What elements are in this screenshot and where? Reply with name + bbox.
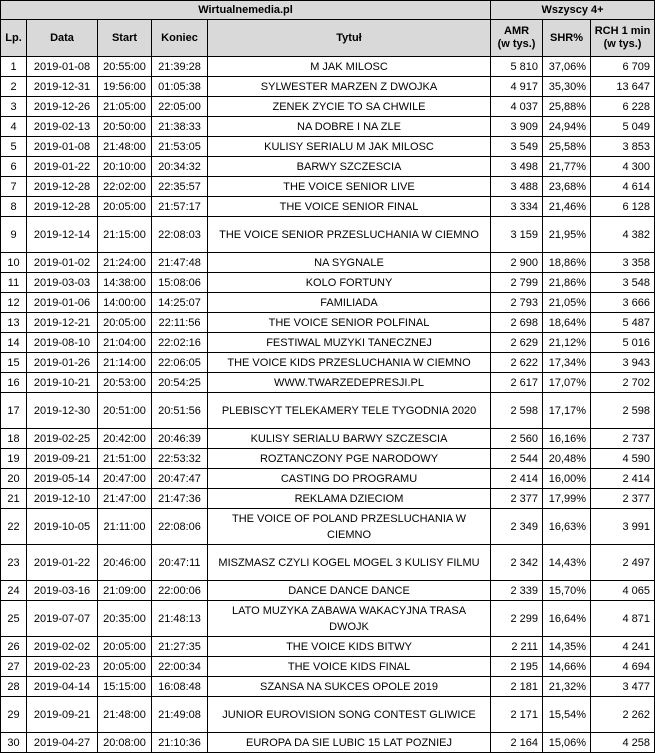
cell-shr: 18,64%	[543, 313, 591, 333]
cell-title: MISZMASZ CZYLI KOGEL MOGEL 3 KULISY FILMU	[208, 545, 491, 581]
col-start-header: Start	[98, 20, 152, 57]
cell-start: 20:55:00	[98, 57, 152, 77]
cell-shr: 17,34%	[543, 353, 591, 373]
cell-rch: 3 943	[591, 353, 655, 373]
cell-rch: 6 709	[591, 57, 655, 77]
cell-rch: 5 487	[591, 313, 655, 333]
cell-lp: 11	[1, 273, 27, 293]
cell-rch: 4 871	[591, 601, 655, 637]
cell-shr: 14,43%	[543, 545, 591, 581]
table-row	[1, 157, 655, 177]
cell-shr: 21,05%	[543, 293, 591, 313]
cell-title: KOLO FORTUNY	[208, 273, 491, 293]
cell-title: THE VOICE KIDS PRZESLUCHANIA W CIEMNO	[208, 353, 491, 373]
cell-shr: 17,07%	[543, 373, 591, 393]
cell-rch: 4 614	[591, 177, 655, 197]
cell-end: 20:34:32	[152, 157, 208, 177]
col-title-header: Tytuł	[208, 20, 491, 57]
cell-start: 20:05:00	[98, 657, 152, 677]
table-row	[1, 545, 655, 581]
cell-amr: 2 211	[491, 637, 543, 657]
table-row	[1, 273, 655, 293]
cell-rch: 4 694	[591, 657, 655, 677]
table-row	[1, 333, 655, 353]
cell-end: 21:48:13	[152, 601, 208, 637]
col-lp-header: Lp.	[1, 20, 27, 57]
cell-end: 22:35:57	[152, 177, 208, 197]
header-row-top	[1, 1, 655, 20]
cell-rch: 2 497	[591, 545, 655, 581]
cell-title: JUNIOR EUROVISION SONG CONTEST GLIWICE	[208, 697, 491, 733]
cell-rch: 2 737	[591, 429, 655, 449]
cell-amr: 4 917	[491, 77, 543, 97]
cell-start: 20:35:00	[98, 601, 152, 637]
table-row	[1, 697, 655, 733]
cell-title: DANCE DANCE DANCE	[208, 581, 491, 601]
cell-rch: 6 228	[591, 97, 655, 117]
cell-date: 2019-12-30	[27, 393, 98, 429]
cell-start: 20:51:00	[98, 393, 152, 429]
cell-date: 2019-01-22	[27, 545, 98, 581]
cell-date: 2019-12-28	[27, 177, 98, 197]
table-row	[1, 77, 655, 97]
cell-lp: 19	[1, 449, 27, 469]
cell-start: 20:46:00	[98, 545, 152, 581]
cell-end: 21:27:35	[152, 637, 208, 657]
cell-shr: 17,99%	[543, 489, 591, 509]
cell-date: 2019-02-13	[27, 117, 98, 137]
cell-date: 2019-01-06	[27, 293, 98, 313]
cell-title: M JAK MILOSC	[208, 57, 491, 77]
header-row-columns	[1, 20, 655, 57]
col-amr-header: AMR (w tys.)	[491, 20, 543, 57]
cell-end: 16:08:48	[152, 677, 208, 697]
cell-shr: 21,95%	[543, 217, 591, 253]
cell-title: THE VOICE SENIOR FINAL	[208, 197, 491, 217]
cell-amr: 3 549	[491, 137, 543, 157]
table-row	[1, 677, 655, 697]
cell-amr: 2 698	[491, 313, 543, 333]
table-row	[1, 253, 655, 273]
cell-title: SYLWESTER MARZEN Z DWOJKA	[208, 77, 491, 97]
cell-start: 20:10:00	[98, 157, 152, 177]
cell-amr: 2 339	[491, 581, 543, 601]
cell-title: SZANSA NA SUKCES OPOLE 2019	[208, 677, 491, 697]
cell-lp: 17	[1, 393, 27, 429]
cell-shr: 20,48%	[543, 449, 591, 469]
cell-lp: 18	[1, 429, 27, 449]
col-rch-header: RCH 1 min (w tys.)	[591, 20, 655, 57]
cell-date: 2019-01-26	[27, 353, 98, 373]
cell-lp: 5	[1, 137, 27, 157]
cell-start: 20:50:00	[98, 117, 152, 137]
cell-title: THE VOICE KIDS BITWY	[208, 637, 491, 657]
cell-shr: 17,17%	[543, 393, 591, 429]
cell-title: THE VOICE SENIOR POLFINAL	[208, 313, 491, 333]
cell-date: 2019-03-16	[27, 581, 98, 601]
cell-rch: 2 262	[591, 697, 655, 733]
cell-rch: 2 377	[591, 489, 655, 509]
cell-shr: 21,32%	[543, 677, 591, 697]
cell-rch: 2 414	[591, 469, 655, 489]
cell-shr: 16,16%	[543, 429, 591, 449]
cell-rch: 2 598	[591, 393, 655, 429]
cell-rch: 13 647	[591, 77, 655, 97]
cell-title: WWW.TWARZEDEPRESJI.PL	[208, 373, 491, 393]
cell-rch: 3 548	[591, 273, 655, 293]
cell-lp: 22	[1, 509, 27, 545]
cell-amr: 3 159	[491, 217, 543, 253]
cell-date: 2019-07-07	[27, 601, 98, 637]
table-row	[1, 449, 655, 469]
cell-end: 22:00:06	[152, 581, 208, 601]
cell-rch: 2 702	[591, 373, 655, 393]
cell-end: 22:05:00	[152, 97, 208, 117]
cell-rch: 4 590	[591, 449, 655, 469]
cell-start: 21:47:00	[98, 489, 152, 509]
cell-amr: 5 810	[491, 57, 543, 77]
cell-start: 22:02:00	[98, 177, 152, 197]
cell-rch: 5 049	[591, 117, 655, 137]
cell-start: 21:04:00	[98, 333, 152, 353]
cell-end: 22:11:56	[152, 313, 208, 333]
cell-date: 2019-12-14	[27, 217, 98, 253]
col-shr-header: SHR%	[543, 20, 591, 57]
cell-shr: 14,66%	[543, 657, 591, 677]
cell-shr: 16,00%	[543, 469, 591, 489]
table-row	[1, 57, 655, 77]
audience-group-header: Wszyscy 4+	[491, 1, 655, 20]
cell-title: THE VOICE SENIOR PRZESLUCHANIA W CIEMNO	[208, 217, 491, 253]
table-row	[1, 469, 655, 489]
cell-lp: 28	[1, 677, 27, 697]
cell-date: 2019-10-05	[27, 509, 98, 545]
cell-end: 21:47:36	[152, 489, 208, 509]
cell-rch: 4 258	[591, 733, 655, 753]
cell-start: 20:53:00	[98, 373, 152, 393]
cell-shr: 16,64%	[543, 601, 591, 637]
cell-start: 20:05:00	[98, 197, 152, 217]
table-row	[1, 601, 655, 637]
cell-start: 14:38:00	[98, 273, 152, 293]
source-header: Wirtualnemedia.pl	[1, 1, 491, 20]
cell-lp: 15	[1, 353, 27, 373]
cell-lp: 26	[1, 637, 27, 657]
cell-title: ROZTANCZONY PGE NARODOWY	[208, 449, 491, 469]
cell-start: 21:11:00	[98, 509, 152, 545]
table-row	[1, 509, 655, 545]
cell-end: 22:08:03	[152, 217, 208, 253]
cell-rch: 3 358	[591, 253, 655, 273]
cell-shr: 21,86%	[543, 273, 591, 293]
cell-date: 2019-03-03	[27, 273, 98, 293]
cell-amr: 3 909	[491, 117, 543, 137]
cell-title: REKLAMA DZIECIOM	[208, 489, 491, 509]
cell-date: 2019-01-08	[27, 57, 98, 77]
cell-lp: 14	[1, 333, 27, 353]
cell-title: NA DOBRE I NA ZLE	[208, 117, 491, 137]
table-body	[1, 57, 655, 753]
cell-end: 20:51:56	[152, 393, 208, 429]
cell-end: 20:46:39	[152, 429, 208, 449]
cell-title: PLEBISCYT TELEKAMERY TELE TYGODNIA 2020	[208, 393, 491, 429]
cell-date: 2019-10-21	[27, 373, 98, 393]
cell-date: 2019-12-26	[27, 97, 98, 117]
cell-lp: 12	[1, 293, 27, 313]
table-row	[1, 97, 655, 117]
cell-title: THE VOICE OF POLAND PRZESLUCHANIA W CIEMNO	[208, 509, 491, 545]
cell-date: 2019-01-02	[27, 253, 98, 273]
cell-amr: 2 560	[491, 429, 543, 449]
cell-shr: 14,35%	[543, 637, 591, 657]
cell-shr: 23,68%	[543, 177, 591, 197]
cell-amr: 2 629	[491, 333, 543, 353]
table-row	[1, 429, 655, 449]
cell-end: 20:47:47	[152, 469, 208, 489]
cell-lp: 23	[1, 545, 27, 581]
cell-lp: 4	[1, 117, 27, 137]
cell-start: 21:05:00	[98, 97, 152, 117]
cell-lp: 29	[1, 697, 27, 733]
cell-end: 21:39:28	[152, 57, 208, 77]
cell-amr: 2 195	[491, 657, 543, 677]
cell-title: KULISY SERIALU BARWY SZCZESCIA	[208, 429, 491, 449]
cell-amr: 3 334	[491, 197, 543, 217]
cell-lp: 9	[1, 217, 27, 253]
table-row	[1, 353, 655, 373]
cell-amr: 2 171	[491, 697, 543, 733]
cell-start: 20:05:00	[98, 637, 152, 657]
cell-end: 22:02:16	[152, 333, 208, 353]
cell-start: 20:08:00	[98, 733, 152, 753]
cell-lp: 6	[1, 157, 27, 177]
cell-title: BARWY SZCZESCIA	[208, 157, 491, 177]
cell-start: 15:15:00	[98, 677, 152, 697]
cell-start: 21:15:00	[98, 217, 152, 253]
cell-start: 21:48:00	[98, 137, 152, 157]
cell-lp: 25	[1, 601, 27, 637]
table-row	[1, 393, 655, 429]
cell-amr: 2 299	[491, 601, 543, 637]
cell-shr: 37,06%	[543, 57, 591, 77]
table-row	[1, 313, 655, 333]
cell-end: 21:47:48	[152, 253, 208, 273]
table-row	[1, 637, 655, 657]
cell-amr: 2 349	[491, 509, 543, 545]
table-row	[1, 293, 655, 313]
cell-title: THE VOICE KIDS FINAL	[208, 657, 491, 677]
cell-start: 14:00:00	[98, 293, 152, 313]
cell-title: LATO MUZYKA ZABAWA WAKACYJNA TRASA DWOJK	[208, 601, 491, 637]
cell-date: 2019-02-02	[27, 637, 98, 657]
cell-start: 21:51:00	[98, 449, 152, 469]
cell-title: THE VOICE SENIOR LIVE	[208, 177, 491, 197]
cell-amr: 3 488	[491, 177, 543, 197]
cell-date: 2019-01-22	[27, 157, 98, 177]
cell-date: 2019-02-23	[27, 657, 98, 677]
cell-end: 21:53:05	[152, 137, 208, 157]
cell-lp: 7	[1, 177, 27, 197]
cell-title: FAMILIADA	[208, 293, 491, 313]
cell-date: 2019-01-08	[27, 137, 98, 157]
cell-shr: 25,58%	[543, 137, 591, 157]
cell-shr: 15,54%	[543, 697, 591, 733]
cell-date: 2019-05-14	[27, 469, 98, 489]
cell-rch: 3 991	[591, 509, 655, 545]
cell-end: 21:57:17	[152, 197, 208, 217]
cell-amr: 2 414	[491, 469, 543, 489]
cell-amr: 2 598	[491, 393, 543, 429]
cell-rch: 3 477	[591, 677, 655, 697]
cell-rch: 6 128	[591, 197, 655, 217]
cell-title: EUROPA DA SIE LUBIC 15 LAT POZNIEJ	[208, 733, 491, 753]
cell-lp: 10	[1, 253, 27, 273]
cell-rch: 4 065	[591, 581, 655, 601]
cell-end: 21:49:08	[152, 697, 208, 733]
table-row	[1, 197, 655, 217]
cell-amr: 2 544	[491, 449, 543, 469]
cell-end: 01:05:38	[152, 77, 208, 97]
cell-date: 2019-02-25	[27, 429, 98, 449]
cell-end: 15:08:06	[152, 273, 208, 293]
cell-title: ZENEK ZYCIE TO SA CHWILE	[208, 97, 491, 117]
cell-date: 2019-12-31	[27, 77, 98, 97]
table-row	[1, 177, 655, 197]
cell-amr: 3 498	[491, 157, 543, 177]
cell-date: 2019-08-10	[27, 333, 98, 353]
table-row	[1, 581, 655, 601]
cell-start: 19:56:00	[98, 77, 152, 97]
cell-shr: 21,46%	[543, 197, 591, 217]
cell-lp: 27	[1, 657, 27, 677]
table-row	[1, 217, 655, 253]
cell-start: 21:14:00	[98, 353, 152, 373]
cell-title: NA SYGNALE	[208, 253, 491, 273]
cell-amr: 2 799	[491, 273, 543, 293]
cell-rch: 5 016	[591, 333, 655, 353]
col-end-header: Koniec	[152, 20, 208, 57]
col-date-header: Data	[27, 20, 98, 57]
cell-lp: 3	[1, 97, 27, 117]
cell-start: 21:09:00	[98, 581, 152, 601]
cell-date: 2019-12-10	[27, 489, 98, 509]
cell-title: KULISY SERIALU M JAK MILOSC	[208, 137, 491, 157]
cell-end: 20:54:25	[152, 373, 208, 393]
cell-amr: 2 622	[491, 353, 543, 373]
cell-lp: 8	[1, 197, 27, 217]
cell-lp: 13	[1, 313, 27, 333]
table-row	[1, 657, 655, 677]
cell-start: 20:47:00	[98, 469, 152, 489]
cell-start: 20:05:00	[98, 313, 152, 333]
cell-date: 2019-09-21	[27, 449, 98, 469]
cell-lp: 24	[1, 581, 27, 601]
cell-amr: 2 377	[491, 489, 543, 509]
table-row	[1, 373, 655, 393]
table-row	[1, 489, 655, 509]
cell-shr: 21,12%	[543, 333, 591, 353]
cell-rch: 4 300	[591, 157, 655, 177]
cell-shr: 25,88%	[543, 97, 591, 117]
cell-date: 2019-12-21	[27, 313, 98, 333]
cell-end: 22:08:06	[152, 509, 208, 545]
cell-start: 20:42:00	[98, 429, 152, 449]
cell-end: 20:47:11	[152, 545, 208, 581]
cell-end: 22:00:34	[152, 657, 208, 677]
cell-rch: 4 382	[591, 217, 655, 253]
cell-date: 2019-12-28	[27, 197, 98, 217]
cell-shr: 15,70%	[543, 581, 591, 601]
cell-date: 2019-09-21	[27, 697, 98, 733]
table-row	[1, 733, 655, 753]
cell-end: 21:10:36	[152, 733, 208, 753]
table-row	[1, 117, 655, 137]
cell-amr: 2 164	[491, 733, 543, 753]
table-row	[1, 137, 655, 157]
cell-amr: 2 342	[491, 545, 543, 581]
cell-title: FESTIWAL MUZYKI TANECZNEJ	[208, 333, 491, 353]
cell-amr: 4 037	[491, 97, 543, 117]
cell-shr: 21,77%	[543, 157, 591, 177]
cell-shr: 18,86%	[543, 253, 591, 273]
cell-lp: 21	[1, 489, 27, 509]
cell-end: 14:25:07	[152, 293, 208, 313]
cell-lp: 20	[1, 469, 27, 489]
cell-title: CASTING DO PROGRAMU	[208, 469, 491, 489]
cell-date: 2019-04-27	[27, 733, 98, 753]
cell-start: 21:48:00	[98, 697, 152, 733]
cell-rch: 4 241	[591, 637, 655, 657]
cell-amr: 2 617	[491, 373, 543, 393]
cell-date: 2019-04-14	[27, 677, 98, 697]
cell-end: 22:53:32	[152, 449, 208, 469]
cell-amr: 2 793	[491, 293, 543, 313]
cell-end: 21:38:33	[152, 117, 208, 137]
cell-end: 22:06:05	[152, 353, 208, 373]
cell-lp: 30	[1, 733, 27, 753]
cell-amr: 2 900	[491, 253, 543, 273]
cell-shr: 35,30%	[543, 77, 591, 97]
cell-lp: 1	[1, 57, 27, 77]
cell-lp: 2	[1, 77, 27, 97]
cell-shr: 16,63%	[543, 509, 591, 545]
cell-shr: 24,94%	[543, 117, 591, 137]
cell-start: 21:24:00	[98, 253, 152, 273]
cell-rch: 3 666	[591, 293, 655, 313]
cell-amr: 2 181	[491, 677, 543, 697]
cell-lp: 16	[1, 373, 27, 393]
cell-shr: 15,06%	[543, 733, 591, 753]
cell-rch: 3 853	[591, 137, 655, 157]
